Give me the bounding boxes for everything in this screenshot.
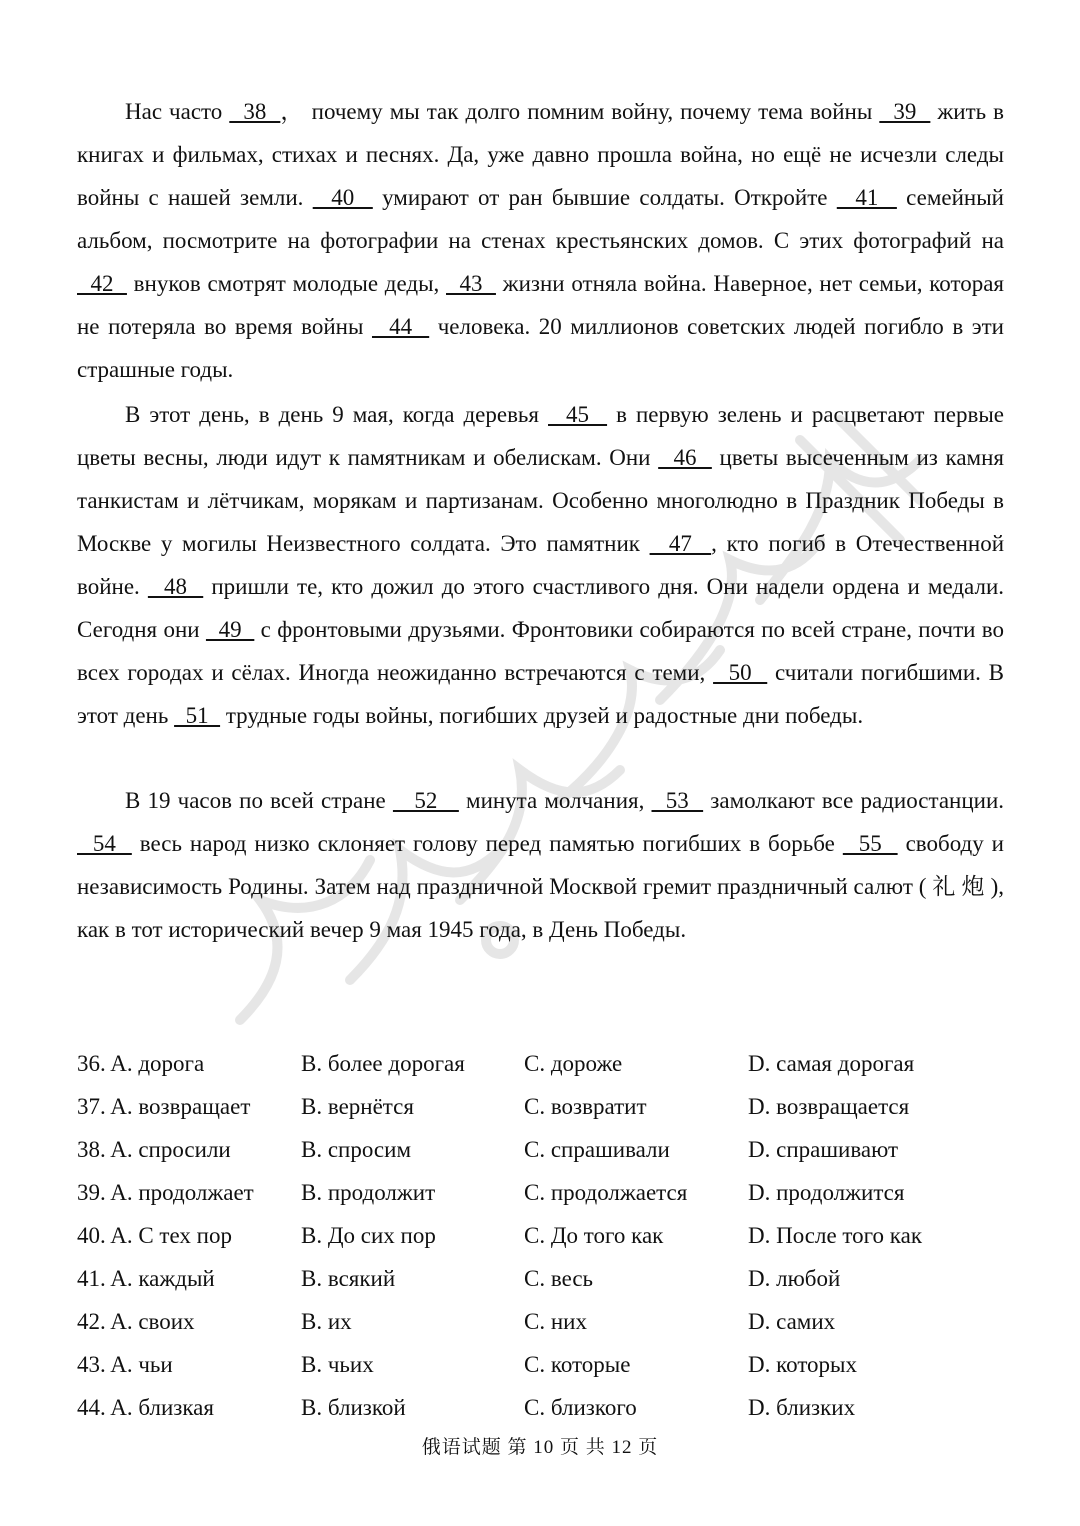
question-row [77, 1128, 1004, 1171]
option-a: 36. A. дорога [77, 1051, 205, 1076]
answer-blank: 43 [446, 271, 496, 296]
option-c: C. спрашивали [524, 1137, 670, 1162]
text-run: считали погибшими. В этот день [77, 660, 1005, 728]
text-run: семейный альбом, посмотрите на фотографии на стенах крестьянских домов. С этих фотографий на [77, 185, 1004, 253]
option-a: 40. A. С тех пор [77, 1223, 232, 1248]
text-run: в первую зелень и расцветают первые цветы весны, люди идут к памятникам и обелискам. Они [77, 402, 1005, 470]
option-c: C. До того как [524, 1223, 664, 1248]
option-b: B. вернётся [301, 1094, 414, 1119]
text-run: В 19 часов по всей стране [125, 788, 393, 813]
option-d: D. которых [748, 1352, 858, 1377]
option-d: D. После того как [748, 1223, 923, 1248]
question-row [77, 1042, 1004, 1085]
answer-blank: 44 [371, 314, 430, 339]
question-row [77, 1085, 1004, 1128]
text-run: замолкают все радиостанции. [703, 788, 1005, 813]
text-run: свободу и независимость Родины. Затем над праздничной Москвой гремит праздничный салют ( 礼 炮 ), как в тот исторический вечер 9 мая 1945 года, в День Победы. [77, 831, 1004, 942]
option-b: B. их [301, 1309, 352, 1334]
paragraph-text [77, 90, 1004, 391]
option-b: B. продолжит [301, 1180, 436, 1205]
text-run: трудные годы войны, погибших друзей и радостные дни победы. [220, 703, 864, 728]
option-c: C. близкого [524, 1395, 637, 1420]
answer-blank: 54 [77, 831, 132, 856]
option-b: B. всякий [301, 1266, 396, 1291]
option-d: D. продолжится [748, 1180, 905, 1205]
answer-blank: 38 [229, 99, 281, 124]
answer-blank: 41 [836, 185, 897, 210]
option-c: C. весь [524, 1266, 594, 1291]
option-a: 44. A. близкая [77, 1395, 214, 1420]
answer-blank: 42 [77, 271, 127, 296]
option-c: C. них [524, 1309, 587, 1334]
option-a: 37. A. возвращает [77, 1094, 251, 1119]
text-run: умирают от ран бывшие солдаты. Откройте [372, 185, 837, 210]
text-run: ， почему мы так долго помним войну, почему тема войны [280, 99, 880, 124]
text-run: Нас часто [125, 99, 230, 124]
text-run: минута молчания, [458, 788, 652, 813]
text-run: весь народ низко склоняет голову перед памятью погибших в борьбе [131, 831, 843, 856]
option-c: C. возвратит [524, 1094, 647, 1119]
option-a: 43. A. чьи [77, 1352, 173, 1377]
option-a: 39. A. продолжает [77, 1180, 254, 1205]
answer-blank: 52 [392, 788, 459, 813]
option-b: B. более дорогая [301, 1051, 465, 1076]
answer-blank: 40 [312, 185, 373, 210]
answer-blank: 53 [651, 788, 704, 813]
option-b: B. спросим [301, 1137, 412, 1162]
answer-blank: 45 [548, 402, 608, 427]
text-run: внуков смотрят молодые деды, [126, 271, 447, 296]
question-row [77, 1343, 1004, 1386]
text-run: В этот день, в день 9 мая, когда деревья [125, 402, 549, 427]
text-run: цветы высеченным из камня танкистам и лётчикам, морякам и партизанам. Особенно многолюдно в Праздник Победы в Москве у могилы Неизвестного солдата. Это памятник [77, 445, 1004, 556]
question-row [77, 1386, 1004, 1429]
option-d: D. любой [748, 1266, 841, 1291]
text-run: с фронтовыми друзьями. Фронтовики собираются по всей стране, почти во всех городах и сёлах. Иногда неожиданно встречаются с теми, [77, 617, 1005, 685]
text-run: жить в книгах и фильмах, стихах и песнях. Да, уже давно прошла война, но ещё не исчезли следы войны с нашей земли. [77, 99, 1005, 210]
question-row [77, 1171, 1004, 1214]
option-a: 41. A. каждый [77, 1266, 215, 1291]
text-run: , кто погиб в Отечественной войне. [77, 531, 1005, 599]
paragraph-text [77, 779, 1004, 951]
text-run: пришли те, кто дожил до этого счастливого дня. Они надели ордена и медали. Сегодня они [77, 574, 1005, 642]
answer-options-list [77, 1042, 1004, 1429]
page-footer: 俄语试题 第 10 页 共 12 页 [421, 1437, 659, 1458]
option-a: 42. A. своих [77, 1309, 195, 1334]
option-c: C. дороже [524, 1051, 623, 1076]
text-run: человека. 20 миллионов советских людей погибло в эти страшные годы. [77, 314, 1004, 382]
passage-paragraph-3 [77, 779, 1004, 951]
option-d: D. возвращается [748, 1094, 910, 1119]
question-row [77, 1257, 1004, 1300]
option-c: C. продолжается [524, 1180, 688, 1205]
option-d: D. самая дорогая [748, 1051, 915, 1076]
question-row [77, 1300, 1004, 1343]
answer-blank: 47 [649, 531, 712, 556]
question-row [77, 1214, 1004, 1257]
answer-blank: 49 [205, 617, 255, 642]
option-b: B. До сих пор [301, 1223, 436, 1248]
option-d: D. самих [748, 1309, 836, 1334]
answer-blank: 50 [713, 660, 768, 685]
option-a: 38. A. спросили [77, 1137, 231, 1162]
text-run: жизни отняла война. Наверное, нет семьи, которая не потеряла во время войны [77, 271, 1004, 339]
option-b: B. близкой [301, 1395, 406, 1420]
answer-blank: 46 [658, 445, 712, 470]
option-c: C. которые [524, 1352, 631, 1377]
passage-paragraph-2 [77, 393, 1004, 737]
option-b: B. чьих [301, 1352, 374, 1377]
answer-blank: 55 [842, 831, 898, 856]
option-d: D. спрашивают [748, 1137, 899, 1162]
answer-blank: 48 [147, 574, 204, 599]
paragraph-text [77, 393, 1004, 737]
answer-blank: 51 [174, 703, 221, 728]
option-d: D. близких [748, 1395, 856, 1420]
passage-paragraph-1 [77, 90, 1004, 391]
answer-blank: 39 [879, 99, 931, 124]
